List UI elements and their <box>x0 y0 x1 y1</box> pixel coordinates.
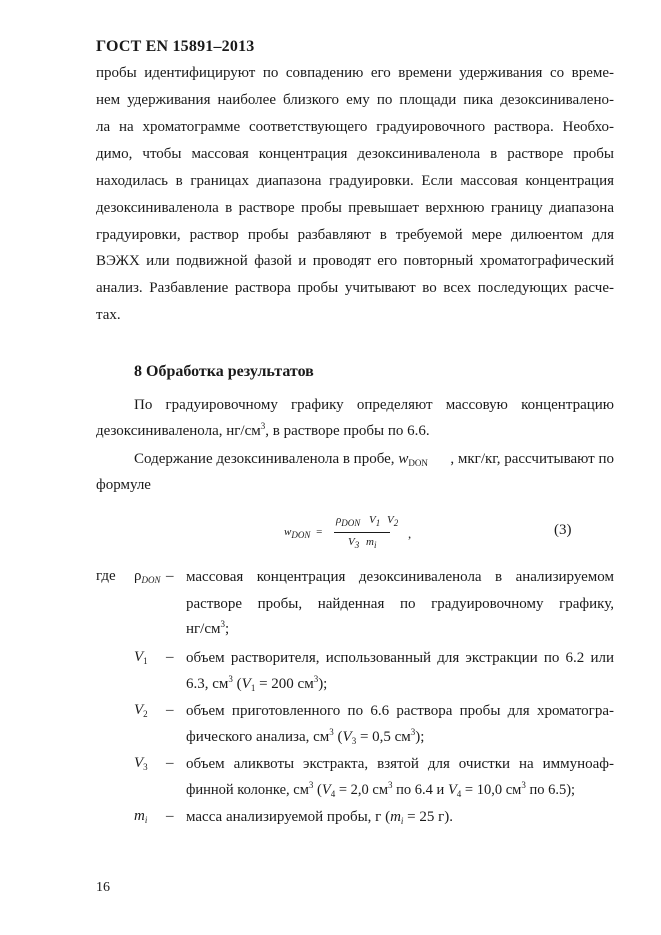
paragraph-line: градуировки, раствор пробы разбавляют в требуемой мере дилюентом для <box>96 227 614 243</box>
def-text: 6.3, $см^3$ ($V_1 = 200$ $см^3$); <box>186 674 328 693</box>
symbol-v3: $V_3$ <box>134 755 148 772</box>
def-dash: – <box>166 568 174 584</box>
paragraph-line: дезоксиниваленола, $нг/см^3$, в растворе пробы по 6.6. <box>96 421 430 439</box>
formula-lhs: $w_{DON}$ = <box>284 526 323 540</box>
paragraph-line: анализ. Разбавление раствора пробы учитывают во всех последующих расче- <box>96 280 614 296</box>
formula: $w_{DON}$ = $\rho_{DON}$ $V_1$ $V_2$ $V_3$ $m_i$ , <box>284 514 412 550</box>
symbol-mi: $m_i$ <box>134 808 148 825</box>
def-text: массовая концентрация дезоксиниваленола в анализируемом <box>186 569 614 585</box>
def-text: масса анализируемой пробы, г ($m_i = 25$ г). <box>186 809 454 826</box>
def-text: растворе пробы, найденная по градуировочному графику, <box>186 596 614 612</box>
symbol-v2: $V_2$ <box>134 702 148 719</box>
paragraph-line: ла на хроматограмме соответствующего градуировочного раствора. Необхо- <box>96 119 614 135</box>
formula-numerator: $\rho_{DON}$ $V_1$ $V_2$ <box>336 514 399 528</box>
fraction-bar <box>334 532 390 533</box>
paragraph-line: нем удерживания наиболее близкого ему по площади пика дезоксинивалено- <box>96 92 614 108</box>
def-dash: – <box>166 649 174 665</box>
document-header: ГОСТ EN 15891–2013 <box>96 38 255 55</box>
paragraph-line: формуле <box>96 477 151 493</box>
symbol-rho: $\rho_{DON}$ <box>134 568 161 585</box>
formula-denominator: $V_3$ $m_i$ <box>348 536 377 550</box>
def-text: объем приготовленного по 6.6 раствора пробы для хроматогра- <box>186 703 614 719</box>
paragraph-line: По градуировочному графику определяют массовую концентрацию <box>134 397 614 413</box>
def-dash: – <box>166 808 174 824</box>
paragraph-line: пробы идентифицируют по совпадению его времени удерживания со време- <box>96 65 614 81</box>
def-text: объем растворителя, использованный для экстракции по 6.2 или <box>186 650 614 666</box>
def-text: финной колонке, $см^3$ ($V_4 = 2,0$ $см^3$ по 6.4 и $V_4 = 10,0$ $см^3$ по 6.5); <box>186 780 576 799</box>
paragraph-line: находилась в границах диапазона градуировки. Если массовая концентрация <box>96 173 614 189</box>
page-number: 16 <box>96 880 110 895</box>
paragraph-line: Содержание дезоксиниваленола в пробе, $w_{DON}$ , мкг/кг, рассчитывают по <box>134 451 614 468</box>
def-text: $нг/см^3$; <box>186 619 230 637</box>
paragraph-line: ВЭЖХ или подвижной фазой и проводят его повторный хроматографический <box>96 253 614 269</box>
section-heading: 8 Обработка результатов <box>134 363 314 380</box>
def-text: фического анализа, $см^3$ ($V_3 = 0,5$ $см^3$); <box>186 727 425 746</box>
paragraph-line: дезоксиниваленола в растворе пробы превышает верхнюю границу диапазона <box>96 200 614 216</box>
paragraph-line: димо, чтобы массовая концентрация дезоксиниваленола в растворе пробы <box>96 146 614 162</box>
where-label: где <box>96 568 116 584</box>
def-text: объем аликвоты экстракта, взятой для очистки на иммуноаф- <box>186 756 614 772</box>
def-dash: – <box>166 702 174 718</box>
def-dash: – <box>166 755 174 771</box>
symbol-v1: $V_1$ <box>134 649 148 666</box>
paragraph-line: тах. <box>96 307 121 323</box>
formula-number: (3) <box>554 522 572 538</box>
